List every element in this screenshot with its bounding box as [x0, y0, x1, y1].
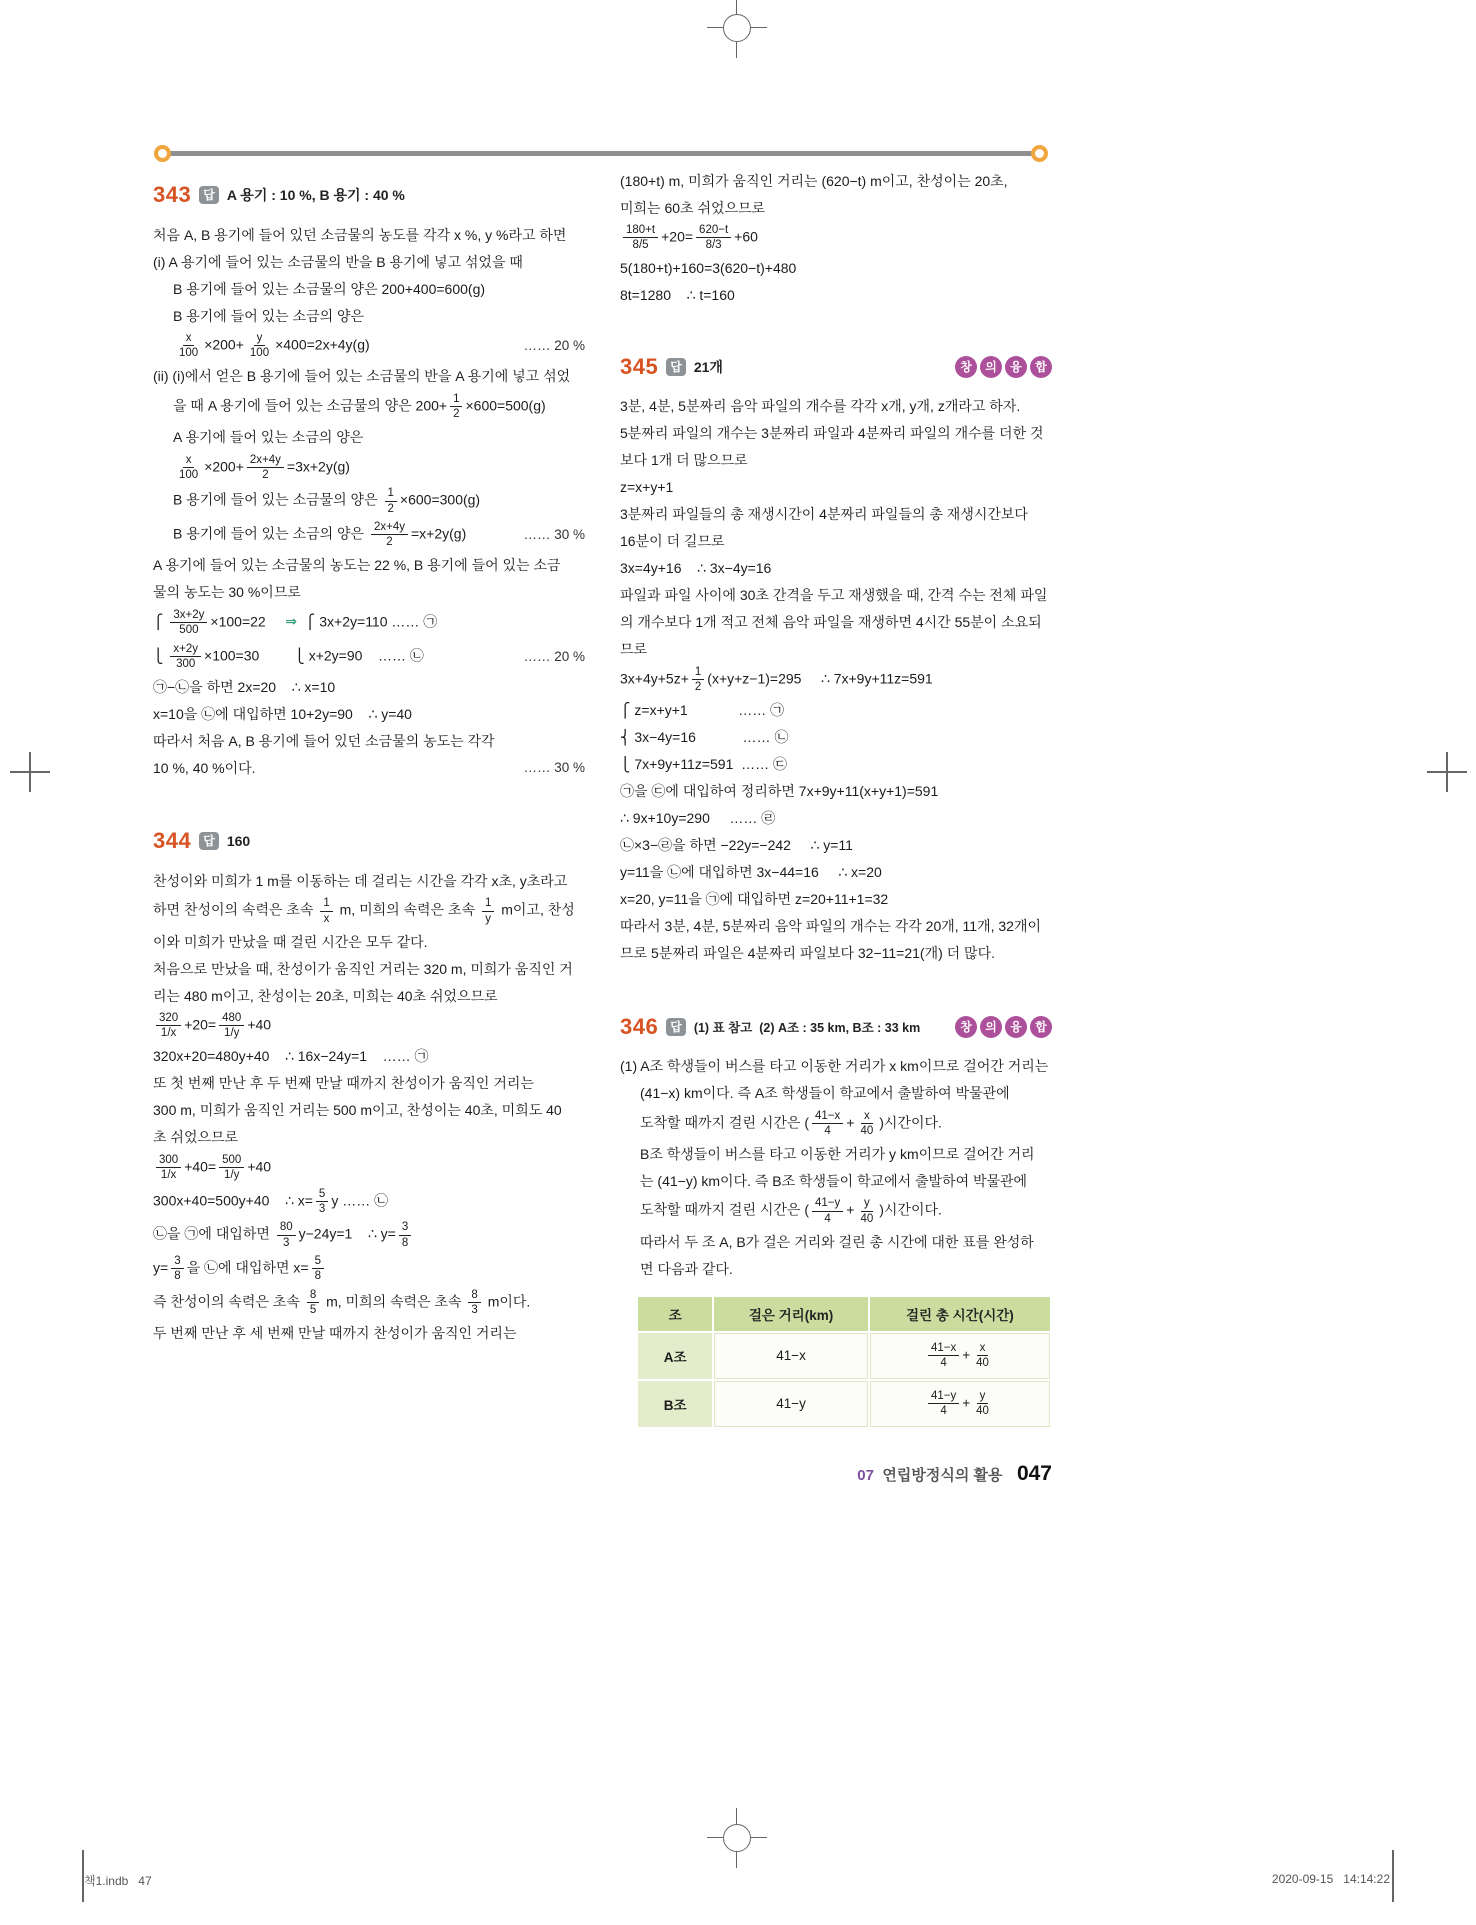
page-footer: [620, 1462, 1052, 1486]
solution-line: (ii) (i)에서 얻은 B 용기에 들어 있는 소금물의 반을 A 용기에 넣고 섞었: [153, 368, 571, 385]
solution-line: 즉 찬성이의 속력은 초속 $\frac{8}{5}$ m, 미희의 속력은 초속 $\frac{8}{3}$ m이다.: [153, 1288, 531, 1317]
section-divider-bar: [163, 151, 1039, 156]
table-header-distance: 걸은 거리(km): [714, 1297, 868, 1331]
solution-line: 파일과 파일 사이에 30초 간격을 두고 재생했을 때, 간격 수는 전체 파일: [620, 587, 1048, 604]
solution-line: 10 %, 40 %이다. …… 30 %: [153, 759, 585, 776]
table-row: [638, 1381, 1050, 1427]
solution-line: B 용기에 들어 있는 소금의 양은 $\frac{2x+4y}{2}$ =x+2y(g) …… 30 %: [173, 521, 585, 549]
right-column: [620, 168, 1052, 1477]
print-info-right: 2020-09-15 14:14:22: [1271, 1872, 1390, 1886]
solution-line: ㉡×3−㉣을 하면 −22y=−242 ∴ y=11: [620, 837, 853, 853]
solution-line: 처음으로 만났을 때, 찬성이가 움직인 거리는 320 m, 미희가 움직인 거: [153, 960, 573, 977]
problem-344-continuation: [620, 168, 1052, 308]
solution-line: 따라서 두 조 A, B가 걸은 거리와 걸린 총 시간에 대한 표를 완성하: [640, 1233, 1034, 1250]
crop-mark-left: [10, 752, 50, 792]
solution-line: ⎩ $\frac{x+2y}{300}$ ×100=30 ⎩ x+2y=90 …… ㉡ …… 20 %: [153, 642, 585, 670]
solution-line: $\frac{x}{100}$ ×200+ $\frac{2x+4y}{2}$ =3x+2y(g): [179, 453, 350, 481]
solution-line: B 용기에 들어 있는 소금물의 양은 $\frac{1}{2}$ ×600=300(g): [173, 487, 481, 515]
solution-line: 물의 농도는 30 %이므로: [153, 584, 301, 601]
problem-number: 345: [620, 353, 659, 379]
problem-header: [153, 182, 585, 208]
solution-line: 3x+4y+5z+ $\frac{1}{2}$ (x+y+z−1)=295 ∴ 7x+9y+11z=591: [620, 665, 933, 694]
answer-text: A 용기 : 10 %, B 용기 : 40 %: [226, 187, 405, 203]
creative-fusion-badge-circle: 의: [980, 1016, 1002, 1038]
creative-fusion-badge-circle: 합: [1030, 356, 1052, 378]
solution-line: 리는 480 m이고, 찬성이는 20초, 미희는 40초 쉬었으므로: [153, 987, 498, 1004]
solution-line: x=10을 ㉡에 대입하면 10+2y=90 ∴ y=40: [153, 705, 412, 722]
solution-line: ㉡을 ㉠에 대입하면 $\frac{80}{3}$ y−24y=1 ∴ y= $\frac{3}{8}$: [153, 1219, 585, 1251]
chapter-title: 연립방정식의 활용: [882, 1467, 1003, 1484]
solution-line: (1) A조 학생들이 버스를 타고 이동한 거리가 x km이므로 걸어간 거리는: [620, 1058, 1049, 1074]
solution-line: 도착할 때까지 걸린 시간은 ( $\frac{41-y}{4}$ + $\frac{y}{40}$ )시간이다.: [640, 1197, 942, 1225]
solution-lines: [620, 1054, 1052, 1282]
solution-line: 두 번째 만난 후 세 번째 만날 때까지 찬성이가 움직인 거리는: [153, 1325, 517, 1341]
solution-line: 300x+40=500y+40 ∴ x= $\frac{5}{3}$ y …… ㉡: [153, 1187, 389, 1215]
creative-fusion-badge: [952, 1016, 1052, 1038]
creative-fusion-badge-circle: 창: [955, 1016, 977, 1038]
table-header-row: [638, 1297, 1050, 1331]
solution-line: $\frac{320}{1/x}$ +20= $\frac{480}{1/y}$ +40: [153, 1010, 585, 1042]
solution-line: 5(180+t)+160=3(620−t)+480: [620, 260, 797, 277]
solution-line: 3분짜리 파일들의 총 재생시간이 4분짜리 파일들의 총 재생시간보다: [620, 506, 1028, 523]
solution-line: x=20, y=11을 ㉠에 대입하면 z=20+11+1=32: [620, 891, 889, 907]
solution-line: ⎩ 7x+9y+11z=591 …… ㉢: [620, 756, 788, 772]
solution-line: y= $\frac{3}{8}$ 을 ㉡에 대입하면 x= $\frac{5}{8}$: [153, 1253, 585, 1285]
solution-line: 초 쉬었으므로: [153, 1129, 239, 1146]
solution-line: 5분짜리 파일의 개수는 3분짜리 파일과 4분짜리 파일의 개수를 더한 것: [620, 425, 1044, 442]
solution-line: y=11을 ㉡에 대입하면 3x−44=16 ∴ x=20: [620, 864, 882, 880]
solution-line: 또 첫 번째 만난 후 두 번째 만날 때까지 찬성이가 움직인 거리는: [153, 1075, 534, 1092]
solution-line: ⎧ z=x+y+1 …… ㉠: [620, 702, 785, 718]
cell-distance: 41−y: [714, 1381, 868, 1427]
solution-line: 의 개수보다 1개 적고 전체 음악 파일을 재생하면 4시간 55분이 소요되: [620, 614, 1042, 631]
cell-distance: 41−x: [714, 1333, 868, 1379]
table-header-group: 조: [638, 1297, 712, 1331]
problem-344: [153, 828, 585, 1345]
left-column: [153, 182, 585, 1394]
registration-mark-top-center: [707, 0, 767, 58]
solution-line: (180+t) m, 미희가 움직인 거리는 (620−t) m이고, 찬성이는 20초,: [620, 172, 1008, 189]
creative-fusion-badge: [952, 356, 1052, 378]
page-number: 047: [1016, 1462, 1052, 1485]
problem-343: [153, 182, 585, 780]
solution-line: z=x+y+1: [620, 479, 674, 496]
solution-line: 미희는 60초 쉬었으므로: [620, 199, 766, 216]
solution-line: ∴ 9x+10y=290 …… ㉣: [620, 810, 776, 826]
solution-line: 므로 5분짜리 파일은 4분짜리 파일보다 32−11=21(개) 더 많다.: [620, 945, 995, 961]
print-info-left: 책1.indb 47: [84, 1874, 152, 1888]
solution-line: 300 m, 미희가 움직인 거리는 500 m이고, 찬성이는 40초, 미희도 40: [153, 1102, 562, 1119]
solution-line: $\frac{x}{100}$ ×200+ $\frac{y}{100}$ ×400=2x+4y(g) …… 20 %: [179, 332, 585, 360]
problem-number: 346: [620, 1013, 659, 1039]
solution-line: ⎧ $\frac{3x+2y}{500}$ ×100=22 ⇒ ⎧ 3x+2y=110 …… ㉠: [153, 608, 438, 637]
solution-line: ㉠−㉡을 하면 2x=20 ∴ x=10: [153, 678, 336, 695]
chapter-number: 07: [857, 1467, 874, 1484]
table-header-time: 걸린 총 시간(시간): [870, 1297, 1050, 1331]
solution-line: $\frac{180+t}{8/5}$ +20= $\frac{620-t}{8/3}$ +60: [620, 222, 1052, 254]
problem-345: [620, 354, 1052, 966]
problem-header: [153, 828, 585, 854]
solution-line: 보다 1개 더 많으므로: [620, 452, 748, 469]
solution-line: B 용기에 들어 있는 소금의 양은: [173, 307, 365, 324]
solution-lines: [153, 868, 585, 1345]
solution-line: 16분이 더 길므로: [620, 533, 725, 550]
solution-line: B 용기에 들어 있는 소금물의 양은 200+400=600(g): [173, 280, 486, 297]
table-row: [638, 1333, 1050, 1379]
solution-line: 므로: [620, 641, 648, 658]
solution-line: 3x=4y+16 ∴ 3x−4y=16: [620, 559, 772, 576]
answer-badge: 답: [199, 186, 219, 204]
answer-badge: 답: [666, 358, 686, 376]
creative-fusion-badge-circle: 의: [980, 356, 1002, 378]
solution-line: B조 학생들이 버스를 타고 이동한 거리가 y km이므로 걸어간 거리: [640, 1145, 1035, 1162]
answer-text: 21개: [693, 358, 723, 375]
solution-line: 이와 미희가 만났을 때 걸린 시간은 모두 같다.: [153, 933, 428, 950]
solution-line: (41−x) km이다. 즉 A조 학생들이 학교에서 출발하여 박물관에: [640, 1085, 1010, 1101]
solution-line: 8t=1280 ∴ t=160: [620, 286, 735, 303]
row-label: B조: [638, 1381, 712, 1427]
solution-line: 3분, 4분, 5분짜리 음악 파일의 개수를 각각 x개, y개, z개라고 하자.: [620, 398, 1021, 415]
registration-mark-bottom-center: [707, 1808, 767, 1868]
creative-fusion-badge-circle: 융: [1005, 1016, 1027, 1038]
crop-mark-right: [1427, 752, 1467, 792]
answer-badge: 답: [199, 832, 219, 850]
solution-lines: [620, 394, 1052, 966]
distance-time-table: [636, 1295, 1052, 1429]
answer-text: 160: [226, 833, 251, 850]
solution-line: 따라서 3분, 4분, 5분짜리 음악 파일의 개수는 각각 20개, 11개, 32개이: [620, 918, 1042, 934]
cell-time: $\frac{41-y}{4}$ + $\frac{y}{40}$: [870, 1381, 1050, 1427]
solution-line: A 용기에 들어 있는 소금물의 농도는 22 %, B 용기에 들어 있는 소금: [153, 557, 561, 574]
answer-text: (1) 표 참고 (2) A조 : 35 km, B조 : 33 km: [693, 1020, 921, 1035]
problem-header: [620, 1014, 1052, 1040]
creative-fusion-badge-circle: 합: [1030, 1016, 1052, 1038]
score-mark: …… 30 %: [523, 527, 585, 543]
solution-line: 하면 찬성이의 속력은 초속 $\frac{1}{x}$ m, 미희의 속력은 초속 $\frac{1}{y}$ m이고, 찬성: [153, 897, 575, 925]
solution-line: A 용기에 들어 있는 소금의 양은: [173, 429, 364, 445]
solution-line: 을 때 A 용기에 들어 있는 소금물의 양은 200+ $\frac{1}{2}$ ×600=500(g): [173, 392, 546, 421]
divider-end-dot-right: [1031, 145, 1048, 162]
solution-lines: [153, 222, 585, 780]
solution-line: ⎨ 3x−4y=16 …… ㉡: [620, 729, 789, 745]
problem-346: [620, 1014, 1052, 1429]
solution-line: ㉠을 ㉢에 대입하여 정리하면 7x+9y+11(x+y+1)=591: [620, 783, 939, 799]
score-mark: …… 20 %: [523, 648, 585, 664]
row-label: A조: [638, 1333, 712, 1379]
solution-line: 처음 A, B 용기에 들어 있던 소금물의 농도를 각각 x %, y %라고 하면: [153, 226, 567, 243]
creative-fusion-badge-circle: 융: [1005, 356, 1027, 378]
problem-number: 344: [153, 828, 192, 854]
problem-header: [620, 354, 1052, 380]
solution-line: 도착할 때까지 걸린 시간은 ( $\frac{41-x}{4}$ + $\frac{x}{40}$ )시간이다.: [640, 1109, 942, 1137]
score-mark: …… 30 %: [523, 760, 585, 776]
divider-end-dot-left: [154, 145, 171, 162]
score-mark: …… 20 %: [523, 338, 585, 354]
solution-line: (i) A 용기에 들어 있는 소금물의 반을 B 용기에 넣고 섞었을 때: [153, 253, 523, 270]
cell-time: $\frac{41-x}{4}$ + $\frac{x}{40}$: [870, 1333, 1050, 1379]
solution-line: 찬성이와 미희가 1 m를 이동하는 데 걸리는 시간을 각각 x초, y초라고: [153, 872, 568, 889]
solution-line: $\frac{300}{1/x}$ +40= $\frac{500}{1/y}$ +40: [153, 1152, 585, 1184]
solution-line: 따라서 처음 A, B 용기에 들어 있던 소금물의 농도는 각각: [153, 732, 495, 749]
problem-number: 343: [153, 182, 192, 207]
solution-line: 는 (41−y) km이다. 즉 B조 학생들이 학교에서 출발하여 박물관에: [640, 1172, 1028, 1189]
creative-fusion-badge-circle: 창: [955, 356, 977, 378]
solution-line: 320x+20=480y+40 ∴ 16x−24y=1 …… ㉠: [153, 1048, 429, 1065]
trim-tick-bottom-right: [1392, 1850, 1394, 1902]
answer-badge: 답: [666, 1018, 686, 1036]
solution-line: 면 다음과 같다.: [640, 1260, 733, 1277]
